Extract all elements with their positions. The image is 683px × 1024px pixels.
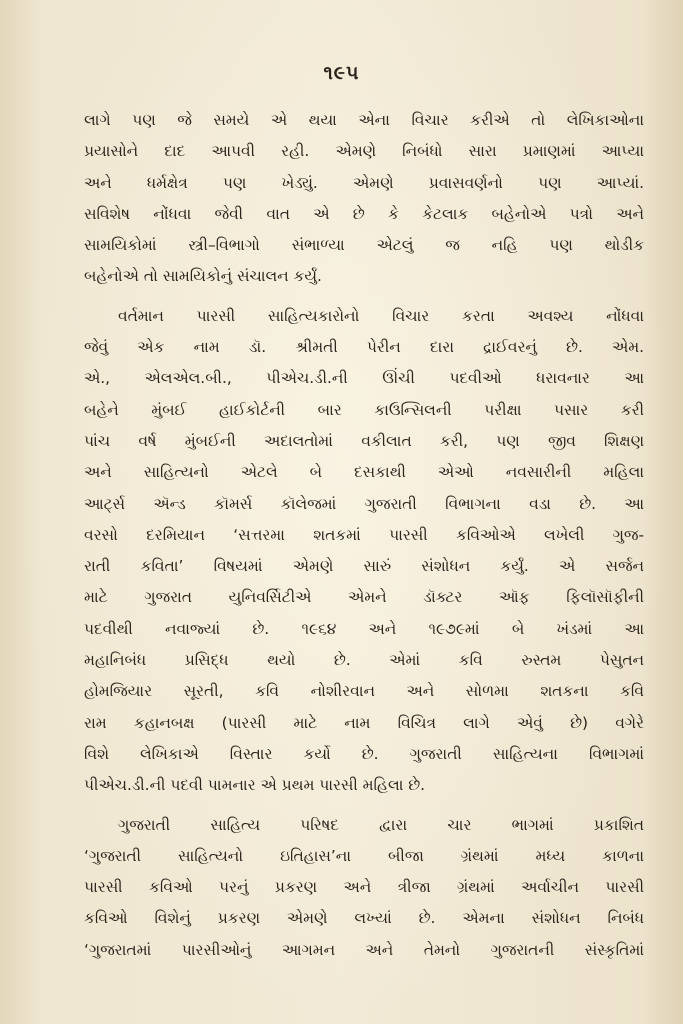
paragraph-2 (84, 301, 644, 802)
text-line: ‘ગુજરાતમાં પારસીઓનું આગમન અને તેમનો ગુજરાતની સંસ્કૃતિમાં (84, 940, 644, 959)
page-number: ૧૯૫ (323, 62, 360, 84)
text-line: પાંચ વર્ષ મુંબઈની અદાલતોમાં વકીલાત કરી, પણ જીવ શિક્ષણ (84, 431, 644, 450)
text-line: ‘ગુજરાતી સાહિત્યનો ઇતિહાસ’ના બીજા ગ્રંથમાં મધ્ય કાળના (84, 846, 644, 865)
text-line: પીએચ.ડી.ની પદવી પામનાર એ પ્રથમ પારસી મહિલા છે. (84, 776, 426, 795)
paragraph-1 (84, 105, 644, 293)
text-line: વિશે લેખિકાએ વિસ્તાર કર્યો છે. ગુજરાતી સાહિત્યના વિભાગમાં (84, 744, 644, 763)
text-line: મહાનિબંધ પ્રસિદ્ધ થયો છે. એમાં કવિ રુસ્તમ પેસુતન (84, 651, 644, 670)
text-line: અને સાહિત્યનો એટલે બે દસકાથી એઓ નવસારીની મહિલા (84, 463, 644, 482)
text-line: માટે ગુજરાત યુનિવર્સિટીએ એમને ડૉક્ટર ઑફ ફિલૉસૉફીની (84, 588, 644, 607)
text-line: બહેનોએ તો સામયિકોનું સંચાલન કર્યું. (84, 267, 322, 286)
text-line: બહેને મુંબઈ હાઈકોર્ટની બાર કાઉન્સિલની પરીક્ષા પસાર કરી (84, 400, 644, 419)
text-line: એ., એલએલ.બી., પીએચ.ડી.ની ઊંચી પદવીઓ ધરાવનાર આ (84, 369, 644, 388)
text-line: અને ધર્મક્ષેત્ર પણ ખેડ્યું. એમણે પ્રવાસવર્ણનો પણ આપ્યાં. (84, 173, 644, 192)
text-line: વરસો દરમિયાન ‘સત્તરમા શતકમાં પારસી કવિઓએ લખેલી ગુજ- (84, 525, 644, 544)
text-line: પ્રયાસોને દાદ આપવી રહી. એમણે નિબંધો સારા પ્રમાણમાં આપ્યા (84, 142, 644, 161)
text-line: રામ કહાનબક્ષ (પારસી માટે નામ વિચિત્ર લાગે એવું છે) વગેરે (84, 713, 644, 732)
body-text (84, 105, 644, 966)
text-line: કવિઓ વિશેનું પ્રકરણ એમણે લખ્યાં છે. એમના સંશોધન નિબંધ (84, 909, 644, 928)
text-line: વર્તમાન પારસી સાહિત્યકારોનો વિચાર કરતા અવશ્ય નોંધવા (118, 306, 644, 325)
text-line: પદવીથી નવાજ્યાં છે. ૧૯૬૪ અને ૧૯૭૯માં બે ખંડમાં આ (84, 619, 644, 638)
text-line: આર્ટ્સ ઍન્ડ કૉમર્સ કૉલેજમાં ગુજરાતી વિભાગના વડા છે. આ (84, 494, 644, 513)
text-line: સવિશેષ નોંધવા જેવી વાત એ છે કે કેટલાક બહેનોએ પત્રો અને (84, 204, 644, 223)
text-line: લાગે પણ જે સમયે એ થયા એના વિચાર કરીએ તો લેખિકાઓના (84, 111, 644, 129)
text-line: રાતી કવિતા’ વિષયમાં એમણે સારું સંશોધન કર્યું. એ સર્જન (84, 557, 644, 576)
paragraph-3 (84, 810, 644, 966)
text-line: હોમજિયાર સૂરતી, કવિ નોશીરવાન અને સોળમા શતકના કવિ (84, 682, 644, 701)
text-line: પારસી કવિઓ પરનું પ્રકરણ અને ત્રીજા ગ્રંથમાં અર્વાચીન પારસી (84, 878, 644, 897)
text-line: સામયિકોમાં સ્ત્રી–વિભાગો સંભાળ્યા એટલું જ નહિ પણ થોડીક (84, 236, 644, 255)
text-line: જેવું એક નામ ડૉ. શ્રીમતી પેરીન દારા દ્રાઈવરનું છે. એમ. (84, 338, 644, 357)
text-line: ગુજરાતી સાહિત્ય પરિષદ દ્વારા ચાર ભાગમાં પ્રકાશિત (118, 815, 644, 834)
